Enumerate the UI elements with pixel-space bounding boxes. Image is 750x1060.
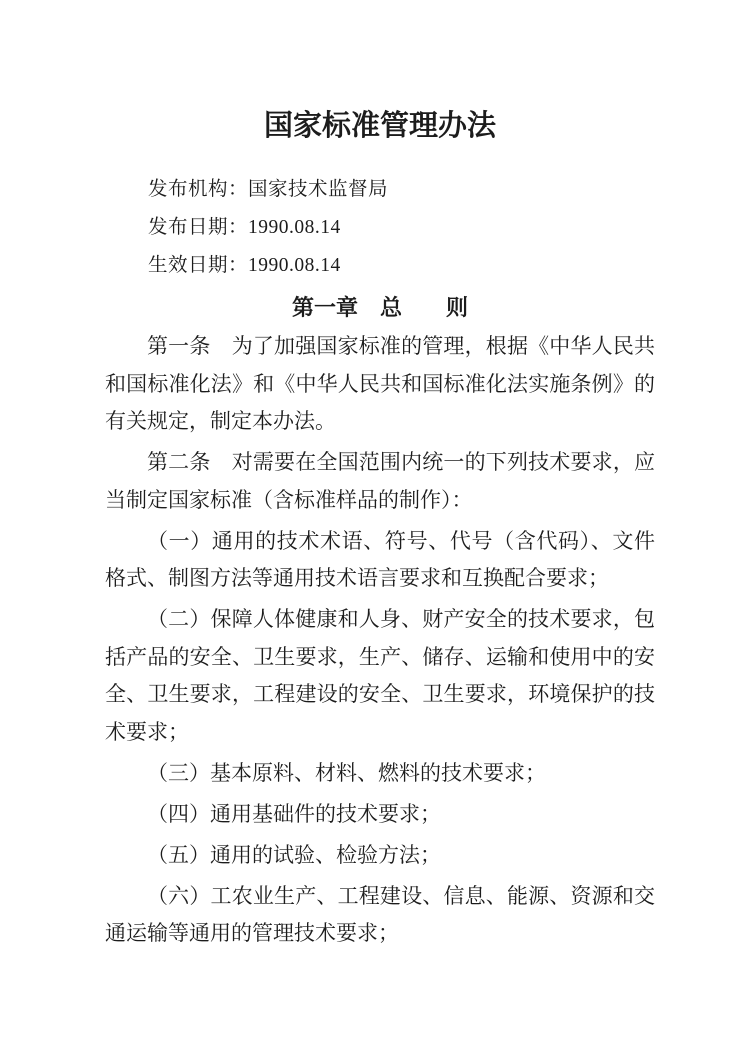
paragraph-line: 当制定国家标准（含标准样品的制作）： [105, 487, 473, 512]
meta-row-effective-date [105, 247, 655, 285]
paragraph-line: 术要求； [105, 719, 189, 744]
paragraph-line: （五）通用的试验、检验方法； [147, 842, 441, 867]
paragraph [105, 444, 655, 519]
chapter-heading: 第一章 总 则 [291, 295, 468, 320]
paragraph-line: （二）保障人体健康和人身、财产安全的技术要求，包 [147, 607, 655, 631]
meta-row-issuing-agency [105, 171, 655, 209]
paragraph-line: 第二条 对需要在全国范围内统一的下列技术要求，应 [147, 450, 655, 474]
paragraph-line: （六）工农业生产、工程建设、信息、能源、资源和交 [147, 883, 655, 908]
meta-value: 1990.08.14 [248, 217, 341, 238]
paragraph [105, 601, 655, 751]
paragraph [105, 523, 655, 598]
paragraph-line: 第一条 为了加强国家标准的管理，根据《中华人民共 [147, 334, 655, 358]
document-body [105, 328, 655, 953]
meta-row-publish-date [105, 209, 655, 247]
meta-label: 发布日期： [148, 217, 249, 238]
paragraph-line: （三）基本原料、材料、燃料的技术要求； [147, 760, 546, 785]
paragraph-line: 格式、制图方法等通用技术语言要求和互换配合要求； [105, 566, 609, 590]
paragraph [105, 878, 655, 953]
paragraph-line: 有关规定，制定本办法。 [105, 409, 336, 433]
paragraph [105, 796, 655, 834]
meta-block [105, 171, 655, 285]
paragraph-line: 括产品的安全、卫生要求，生产、储存、运输和使用中的安 [105, 644, 655, 669]
meta-label: 生效日期： [148, 255, 249, 276]
paragraph-line: 和国标准化法》和《中华人民共和国标准化法实施条例》的 [105, 371, 655, 396]
meta-label: 发布机构： [148, 179, 249, 200]
document-title: 国家标准管理办法 [263, 110, 496, 142]
paragraph-line: 全、卫生要求，工程建设的安全、卫生要求，环境保护的技 [105, 682, 655, 706]
paragraph-line: （一）通用的技术术语、符号、代号（含代码）、文件 [147, 528, 655, 553]
paragraph [105, 328, 655, 441]
meta-value: 国家技术监督局 [248, 179, 389, 200]
paragraph-line: （四）通用基础件的技术要求； [147, 801, 441, 826]
paragraph [105, 837, 655, 875]
meta-value: 1990.08.14 [248, 255, 341, 276]
paragraph [105, 755, 655, 793]
paragraph-line: 通运输等通用的管理技术要求； [105, 921, 399, 945]
